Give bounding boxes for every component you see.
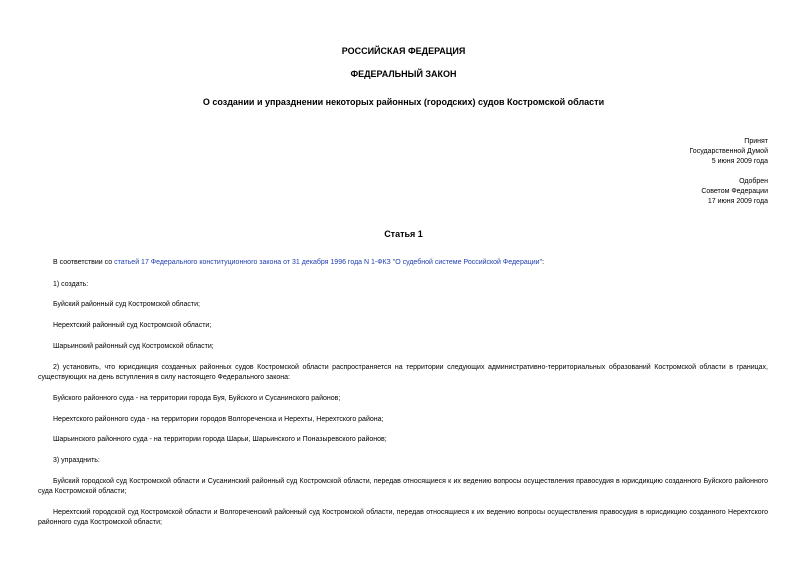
abolish-buy: Буйский городской суд Костромской области и Сусанинский районный суд Костромской области, передав относящиеся к их ведению вопросы осуществления правосудия в юрисдикцию созданного Буйского районного суда Костромской области; xyxy=(38,478,768,495)
constitutional-law-link[interactable]: статьей 17 Федерального конституционного закона от 31 декабря 1996 года N 1-ФКЗ "О судебной системе Российской Федерации" xyxy=(114,259,543,266)
approved-date: 17 июня 2009 года xyxy=(707,198,768,205)
law-title: О создании и упразднении некоторых районных (городских) судов Костромской области xyxy=(202,97,605,107)
court-nerekhta: Нерехтский районный суд Костромской области; xyxy=(53,322,212,329)
law-type-heading: ФЕДЕРАЛЬНЫЙ ЗАКОН xyxy=(350,69,457,79)
article-heading: Статья 1 xyxy=(384,229,423,239)
abolish-nerekhta: Нерехтский городской суд Костромской области и Волгореченский районный суд Костромской области, передав относящиеся к их ведению вопросы осуществления правосудия в юрисдикцию созданного Нерехтского районного суда Костромской области; xyxy=(38,509,768,526)
item-3-abolish: 3) упразднить: xyxy=(53,457,100,464)
country-heading: РОССИЙСКАЯ ФЕДЕРАЦИЯ xyxy=(341,46,466,56)
accepted-label: Принят xyxy=(744,138,768,145)
intro-paragraph xyxy=(38,258,768,268)
approval-stamp xyxy=(701,177,768,207)
jurisdiction-buy: Буйского районного суда - на территории города Буя, Буйского и Сусанинского районов; xyxy=(53,395,341,402)
item-2-jurisdiction: 2) установить, что юрисдикция созданных районных судов Костромской области распространяется на территории следующих административно-территориальных образований Костромской области в границах, существующих на день вступления в силу настоящего Федерального закона: xyxy=(38,364,768,381)
court-sharya: Шарьинский районный суд Костромской области; xyxy=(53,343,214,350)
court-buy: Буйский районный суд Костромской области; xyxy=(53,301,200,308)
intro-text-before: В соответствии со xyxy=(53,259,115,266)
item-1-create: 1) создать: xyxy=(53,281,89,288)
adoption-stamp xyxy=(689,137,768,167)
intro-text-after: : xyxy=(542,259,545,266)
jurisdiction-nerekhta: Нерехтского районного суда - на территории городов Волгореченска и Нерехты, Нерехтского района; xyxy=(53,416,384,423)
jurisdiction-sharya: Шарьинского районного суда - на территории города Шарьи, Шарьинского и Поназыревского районов; xyxy=(53,436,387,443)
accepted-date: 5 июня 2009 года xyxy=(711,158,768,165)
approved-by: Советом Федерации xyxy=(701,188,768,195)
approved-label: Одобрен xyxy=(739,178,768,185)
accepted-by: Государственной Думой xyxy=(689,148,768,155)
